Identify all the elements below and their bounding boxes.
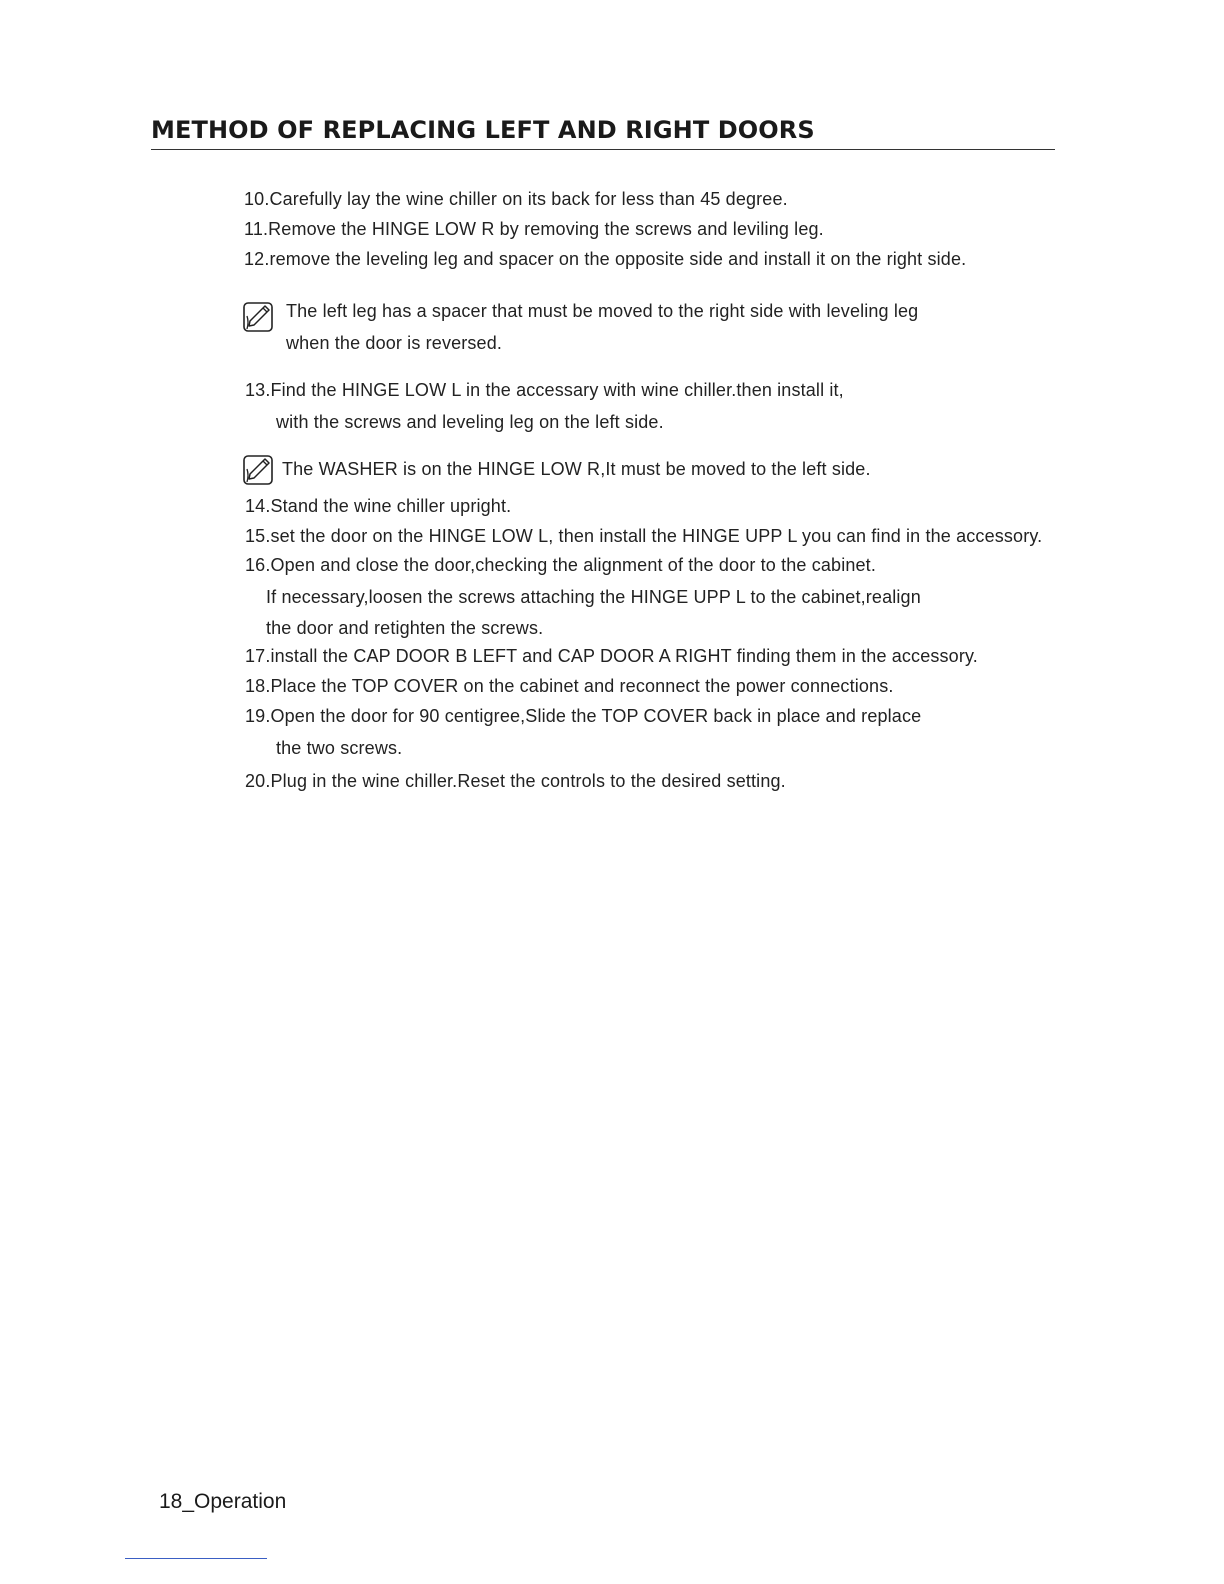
step-20: 20.Plug in the wine chiller.Reset the controls to the desired setting.: [245, 771, 786, 791]
note-1-line-2: when the door is reversed.: [286, 333, 503, 353]
step-13: 13.Find the HINGE LOW L in the accessary with wine chiller.then install it,: [245, 380, 844, 400]
step-13-continued: with the screws and leveling leg on the left side.: [276, 412, 664, 432]
step-10: 10.Carefully lay the wine chiller on its back for less than 45 degree.: [244, 189, 788, 209]
step-16: 16.Open and close the door,checking the alignment of the door to the cabinet.: [245, 555, 876, 575]
page-footer-label: 18_Operation: [159, 1490, 287, 1513]
step-14: 14.Stand the wine chiller upright.: [245, 496, 512, 516]
note-pencil-icon: [243, 302, 273, 332]
step-19: 19.Open the door for 90 centigree,Slide the TOP COVER back in place and replace: [245, 706, 922, 726]
footer-rule: [125, 1558, 267, 1559]
step-12: 12.remove the leveling leg and spacer on the opposite side and install it on the right side.: [244, 249, 967, 269]
note-2: The WASHER is on the HINGE LOW R,It must be moved to the left side.: [282, 459, 871, 479]
page-title: METHOD OF REPLACING LEFT AND RIGHT DOORS: [151, 114, 1055, 150]
step-15: 15.set the door on the HINGE LOW L, then install the HINGE UPP L you can find in the accessory.: [245, 526, 1043, 546]
step-11: 11.Remove the HINGE LOW R by removing the screws and leviling leg.: [244, 219, 824, 239]
step-18: 18.Place the TOP COVER on the cabinet and reconnect the power connections.: [245, 676, 894, 696]
note-1-line-1: The left leg has a spacer that must be moved to the right side with leveling leg: [286, 301, 919, 321]
step-17: 17.install the CAP DOOR B LEFT and CAP DOOR A RIGHT finding them in the accessory.: [245, 646, 978, 666]
step-16-continued-2: the door and retighten the screws.: [266, 618, 544, 638]
step-16-continued-1: If necessary,loosen the screws attaching the HINGE UPP L to the cabinet,realign: [266, 587, 921, 607]
note-pencil-icon: [243, 455, 273, 485]
step-19-continued: the two screws.: [276, 738, 403, 758]
